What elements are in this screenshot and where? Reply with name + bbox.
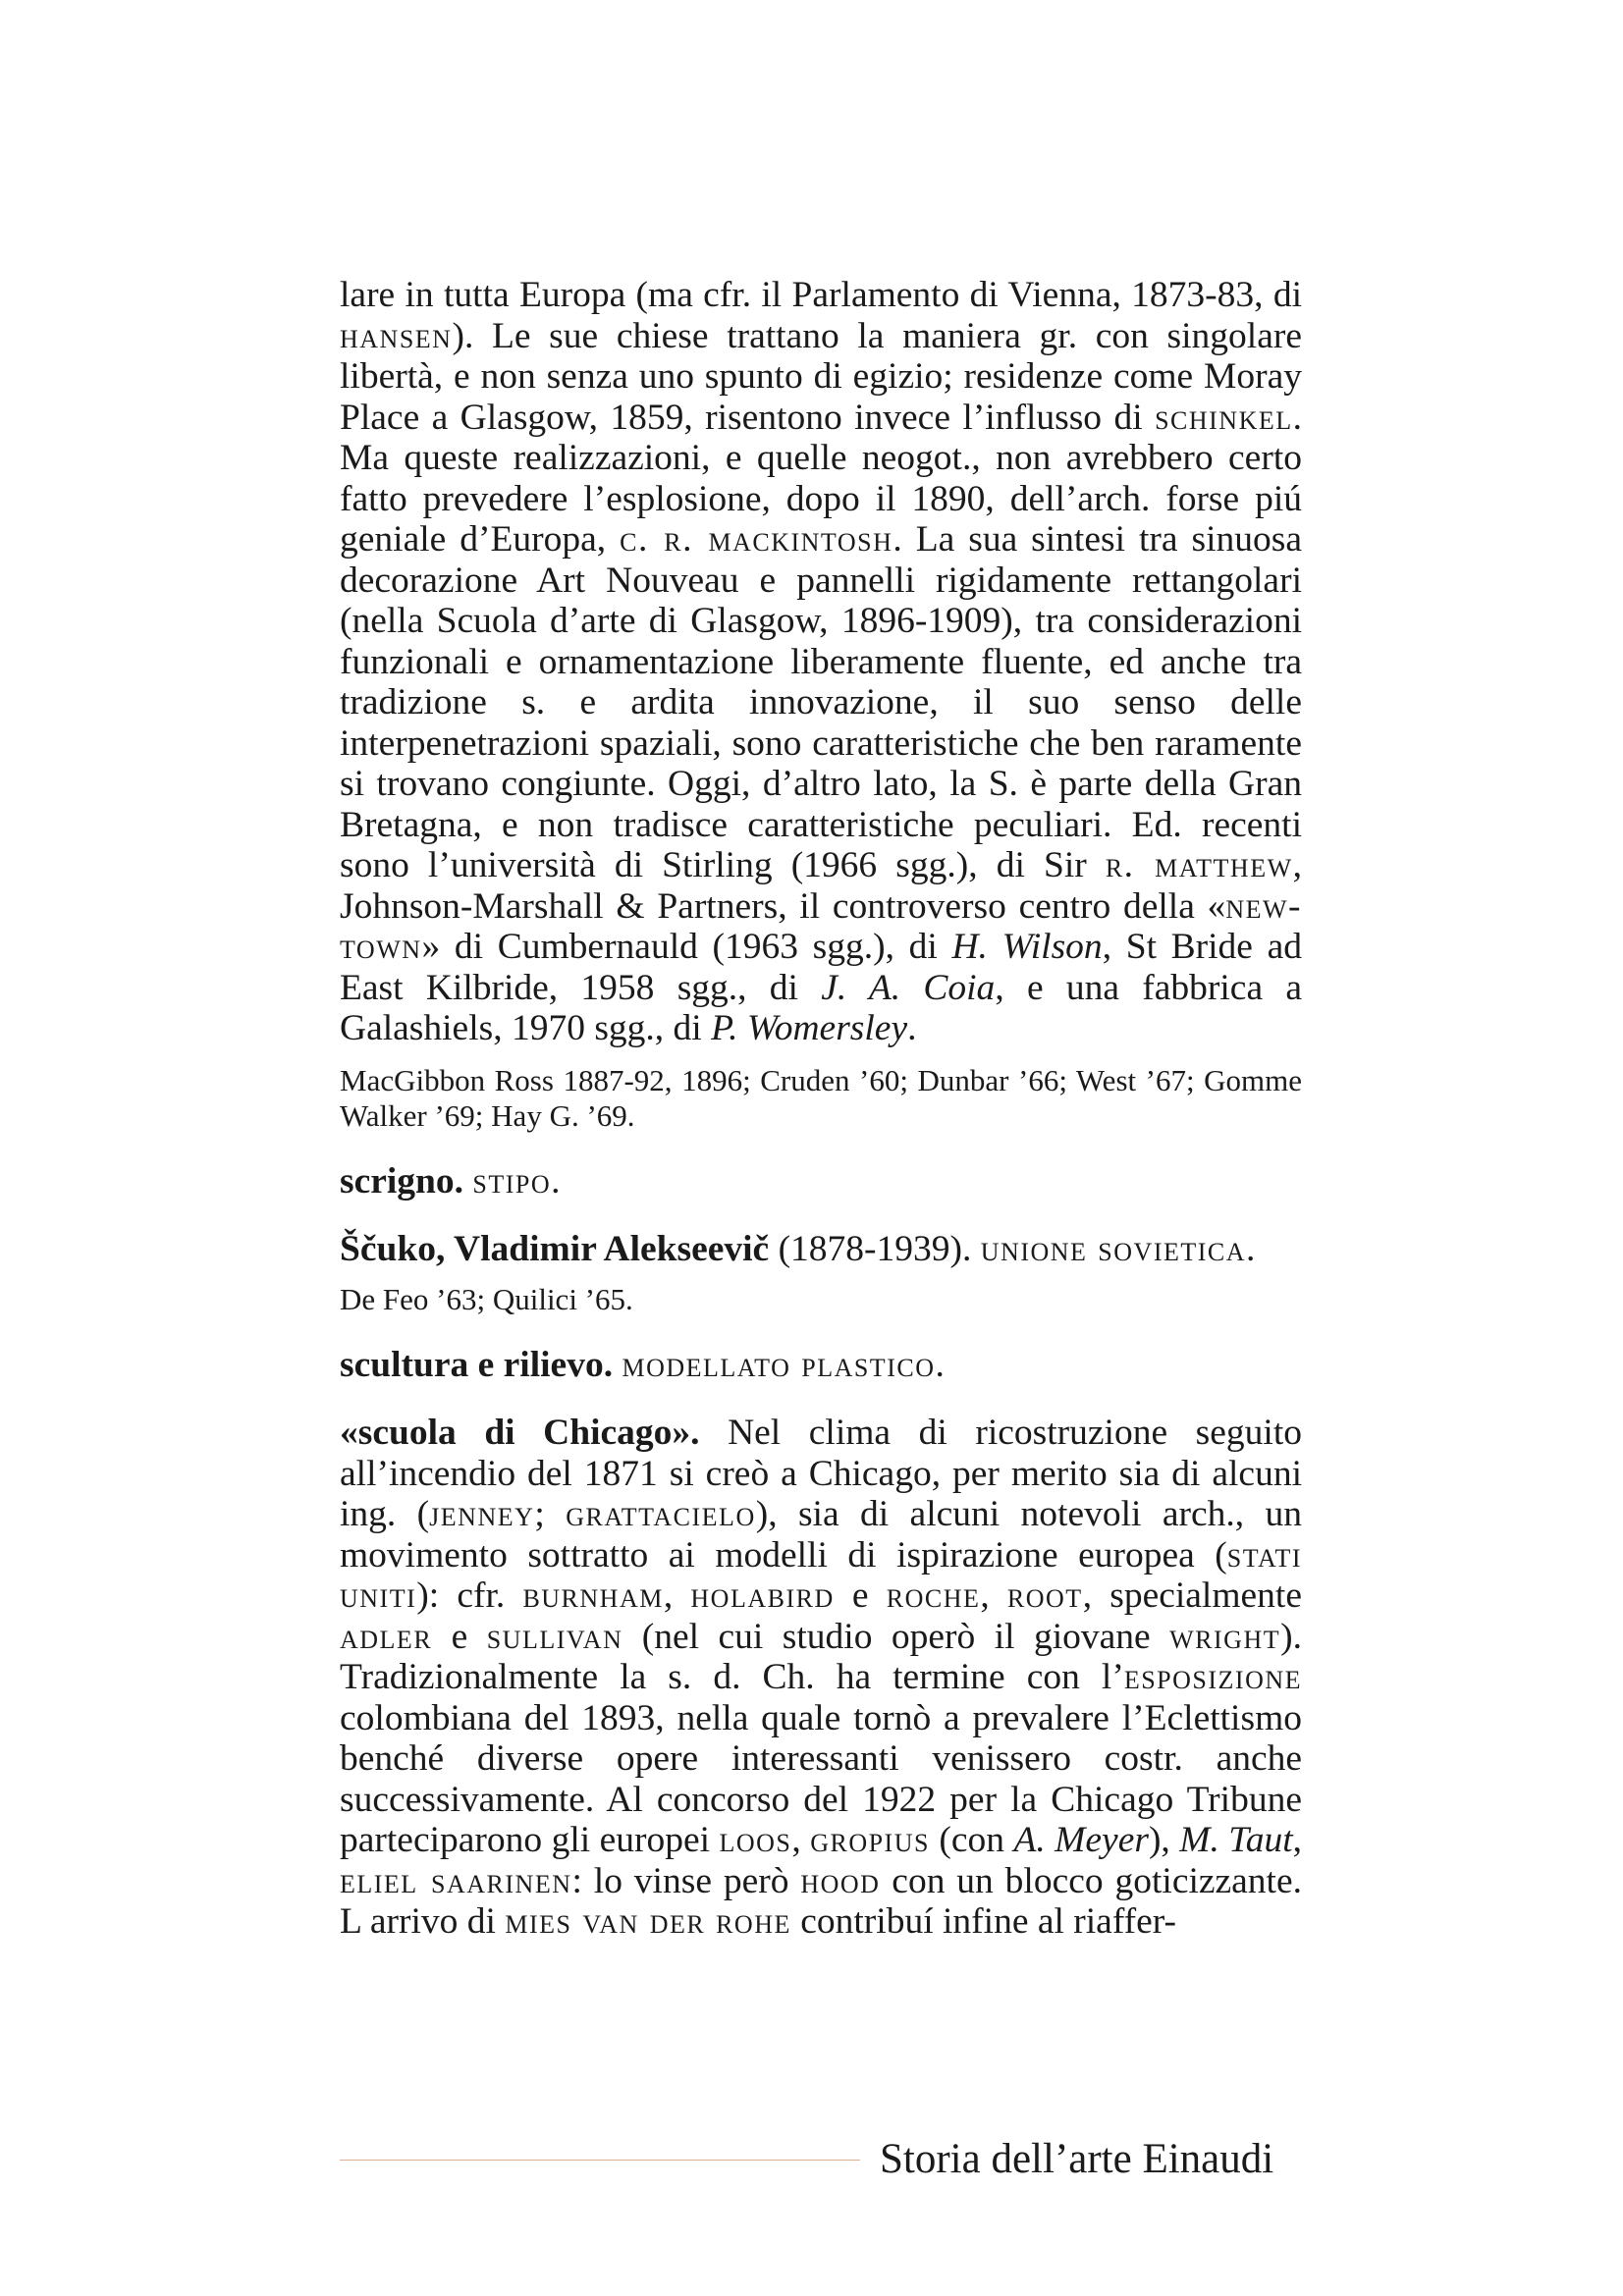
text-run: . La sua sintesi tra sinuosa decorazione Art Nouveau e pannelli rigidamente rettangolari (nella Scuola d’arte di Glasgow, 1896-1909), tra considerazioni funzionali e ornamentazione liberamente fluente, ed anche tra tradizione s. e ardita innovazione, il suo senso delle interpenetrazioni spaziali, sono caratteristiche che ben raramente si trovano congiunte. Oggi, d’altro lato, la S. è parte della Gran Bretagna, e non tradisce caratteristiche peculiari. Ed. recenti sono l’università di Stirling (1966 sgg.), di Sir — [340, 519, 1302, 885]
text-run: . — [907, 1008, 917, 1048]
entry-headword: scultura e rilievo. — [340, 1344, 614, 1385]
text-run: ), sia di alcuni notevoli arch., un movimento sottratto ai modelli di ispirazione europea ( — [340, 1494, 1302, 1575]
entry-headword: «scuola di Chicago». — [340, 1413, 700, 1453]
page-text — [340, 275, 1302, 1943]
text-run: , — [1292, 1820, 1302, 1860]
cross-reference: sullivan — [486, 1616, 623, 1657]
entry-headword: Ščuko, Vladimir Alekseevič — [340, 1229, 770, 1269]
entry-scrigno — [340, 1161, 1302, 1202]
text-run: ). Tradizionalmente la s. d. Ch. ha termine con l’ — [340, 1616, 1302, 1697]
cross-reference: roche — [886, 1575, 981, 1616]
architect-name: J. A. Coia — [821, 967, 996, 1008]
text-run: : lo vinse però — [571, 1860, 801, 1901]
entry-scuola-di-chicago — [340, 1413, 1302, 1943]
cross-reference: schinkel — [1155, 397, 1293, 438]
text-run: , — [791, 1820, 811, 1860]
cross-reference: wright — [1169, 1616, 1281, 1657]
footer-rule — [340, 2160, 860, 2161]
cross-reference: loos — [719, 1820, 792, 1860]
cross-reference: hood — [800, 1860, 881, 1901]
text-run: ): cfr. — [416, 1575, 523, 1616]
text-run: , Johnson-Marshall & Partners, il controverso centro della « — [340, 845, 1302, 927]
cross-reference: hansen — [340, 315, 453, 356]
text-run: . Ma queste realizzazioni, e quelle neogot., non avrebbero certo fatto prevedere l’esplosione, dopo il 1890, dell’arch. forse piú geniale d’Europa, — [340, 397, 1302, 560]
entry-scuko — [340, 1229, 1302, 1270]
text-run: , — [980, 1575, 1007, 1616]
cross-reference: modellato plastico. — [622, 1344, 947, 1385]
text-run: ; — [534, 1494, 567, 1534]
architect-name: H. Wilson — [951, 927, 1103, 967]
text-run: (nel cui studio operò il giovane — [622, 1616, 1170, 1657]
text-run: ), — [1148, 1820, 1180, 1860]
entry-dates: (1878-1939). — [769, 1229, 981, 1269]
cross-reference: holabird — [690, 1575, 835, 1616]
footer-title: Storia dell’arte Einaudi — [880, 2136, 1274, 2182]
cross-reference: unione sovietica. — [980, 1229, 1257, 1269]
cross-reference: c. r. mackintosh — [620, 519, 893, 560]
text-run: contribuí infine al riaffer- — [790, 1901, 1176, 1942]
cross-reference: eliel saarinen — [340, 1860, 572, 1901]
text-run: e — [432, 1616, 487, 1657]
architect-name: P. Womersley — [711, 1008, 908, 1048]
text-run: con un blocco goticizzante. L arrivo di — [340, 1860, 1302, 1942]
text-run: , — [663, 1575, 691, 1616]
cross-reference: stipo. — [472, 1160, 563, 1201]
text-run: e — [834, 1575, 887, 1616]
text-run: , specialmente — [1082, 1575, 1302, 1616]
cross-reference: mies van der rohe — [505, 1901, 791, 1942]
cross-reference: esposizione — [1123, 1657, 1302, 1697]
text-run: » di Cumbernauld (1963 sgg.), di — [421, 927, 952, 967]
entry-scuko-bibliography: De Feo ’63; Quilici ’65. — [340, 1281, 633, 1316]
text-run: lare in tutta Europa (ma cfr. il Parlamento di Vienna, 1873-83, di — [340, 275, 1302, 315]
text-run: colombiana del 1893, nella quale tornò a prevalere l’Eclettismo benché diverse opere interessanti venissero costr. anche successivamente. Al concorso del 1922 per la Chicago Tribune parteciparono gli europei — [340, 1697, 1302, 1860]
cross-reference: gropius — [810, 1820, 930, 1860]
cross-reference: stati uniti — [340, 1534, 1302, 1616]
entry-headword: scrigno. — [340, 1160, 464, 1201]
architect-name: A. Meyer — [1013, 1820, 1149, 1860]
cross-reference: adler — [340, 1616, 433, 1657]
cross-reference: r. matthew — [1105, 845, 1293, 885]
text-run: Nel clima di ricostruzione seguito all’incendio del 1871 si creò a Chicago, per merito sia di alcuni ing. ( — [340, 1413, 1302, 1534]
intro-bibliography: MacGibbon Ross 1887-92, 1896; Cruden ’60; Dunbar ’66; West ’67; Gomme Walker ’69; Hay G. ’69. — [340, 1062, 1302, 1133]
cross-reference: grattacielo — [566, 1494, 756, 1534]
text-run: , St Bride ad East Kilbride, 1958 sgg., di — [340, 927, 1302, 1008]
intro-paragraph — [340, 275, 1302, 1049]
entry-scultura — [340, 1345, 1302, 1386]
text-run: (con — [929, 1820, 1014, 1860]
cross-reference: new-town — [340, 885, 1302, 967]
architect-name: M. Taut — [1179, 1820, 1293, 1860]
cross-reference: root — [1006, 1575, 1083, 1616]
cross-reference: jenney — [429, 1494, 535, 1534]
text-run: , e una fabbrica a Galashiels, 1970 sgg., di — [340, 967, 1302, 1048]
cross-reference: burnham — [522, 1575, 664, 1616]
text-run: ). Le sue chiese trattano la maniera gr. con singolare libertà, e non senza uno spunto di egizio; residenze come Moray Place a Glasgow, 1859, risentono invece l’influsso di — [340, 315, 1302, 438]
